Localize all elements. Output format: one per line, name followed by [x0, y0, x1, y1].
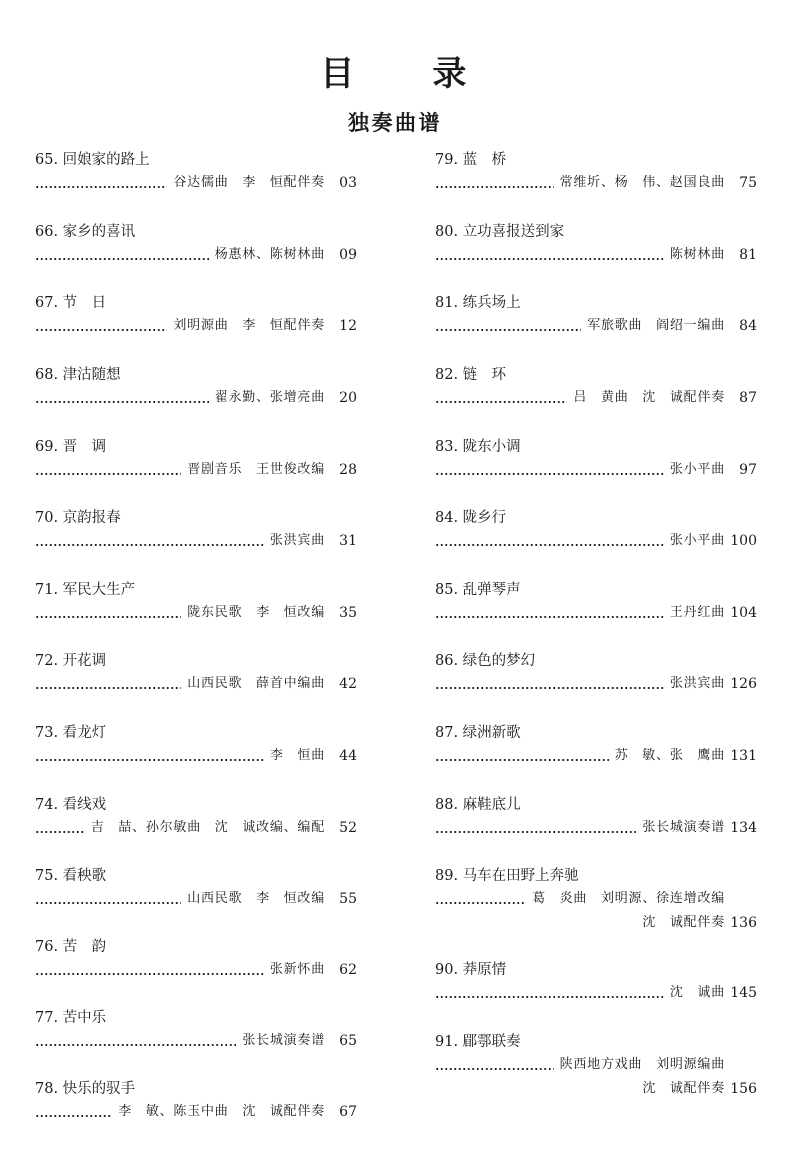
entry-title: 67. 节 日 — [35, 295, 107, 311]
toc-entry — [35, 580, 357, 624]
page-number: 81 — [739, 247, 757, 263]
entry-title: 85. 乱弹琴声 — [435, 582, 521, 598]
toc-entry — [35, 437, 357, 481]
dot-leader — [35, 530, 264, 552]
page-number: 84 — [739, 318, 757, 334]
entry-detail-line — [35, 172, 357, 194]
dot-leader — [435, 817, 636, 839]
page-number: 97 — [739, 462, 757, 478]
dot-leader — [35, 959, 264, 981]
entry-detail-line — [35, 530, 357, 552]
entry-title: 84. 陇乡行 — [435, 510, 507, 526]
entry-detail-line — [435, 982, 757, 1004]
page-number: 20 — [339, 390, 357, 406]
page-number: 52 — [339, 820, 357, 836]
page-number: 42 — [339, 676, 357, 692]
page-number: 134 — [730, 820, 757, 836]
toc-entry — [35, 651, 357, 695]
entry-credit: 吕 黄曲 沈 诚配伴奏 — [573, 390, 725, 405]
entry-credit: 军旅歌曲 阎绍一编曲 — [587, 318, 725, 333]
entry-title: 83. 陇东小调 — [435, 439, 521, 455]
page-number: 65 — [339, 1033, 357, 1049]
entry-title: 91. 郿鄠联奏 — [435, 1034, 521, 1050]
entry-detail-line-2 — [435, 1078, 757, 1100]
dot-leader — [35, 602, 181, 624]
entry-credit: 张新怀曲 — [269, 962, 325, 977]
toc-entry — [35, 365, 357, 409]
dot-leader — [435, 459, 664, 481]
dot-leader — [435, 172, 554, 194]
toc-entry — [435, 508, 757, 552]
entry-credit: 谷达儒曲 李 恒配伴奏 — [173, 175, 325, 190]
entry-credit: 晋剧音乐 王世俊改编 — [187, 462, 325, 477]
page-number: 55 — [339, 891, 357, 907]
entry-detail-line — [435, 459, 757, 481]
page-number: 136 — [730, 915, 757, 931]
entry-title: 69. 晋 调 — [35, 439, 107, 455]
entry-detail-line — [35, 1101, 357, 1123]
entry-credit: 陕西地方戏曲 刘明源编曲 — [559, 1057, 725, 1072]
page-number: 67 — [339, 1104, 357, 1120]
entry-credit: 张小平曲 — [669, 533, 725, 548]
entry-detail-line — [435, 1054, 757, 1076]
entry-detail-line — [435, 817, 757, 839]
dot-leader — [435, 387, 567, 409]
dot-leader — [435, 244, 664, 266]
toc-entry — [35, 866, 357, 910]
dot-leader — [435, 982, 664, 1004]
entry-title: 66. 家乡的喜讯 — [35, 224, 136, 240]
entry-detail-line — [35, 959, 357, 981]
toc-entry — [435, 580, 757, 624]
toc-entry — [35, 150, 357, 194]
entry-credit: 常维圻、杨 伟、赵国良曲 — [559, 175, 725, 190]
entry-detail-line — [435, 244, 757, 266]
toc-entry — [435, 1032, 757, 1100]
dot-leader — [35, 1030, 236, 1052]
page-title: 目 录 — [320, 54, 470, 94]
entry-credit-2: 沈 诚配伴奏 — [642, 1081, 725, 1096]
toc-entry — [35, 222, 357, 266]
toc-entry — [35, 1008, 357, 1052]
page-number: 35 — [339, 605, 357, 621]
entry-title: 81. 练兵场上 — [435, 295, 521, 311]
entry-title: 76. 苦 韵 — [35, 939, 107, 955]
entry-title: 87. 绿洲新歌 — [435, 725, 521, 741]
entry-detail-line — [35, 459, 357, 481]
entry-detail-line — [435, 888, 757, 910]
entry-credit: 王丹红曲 — [669, 605, 725, 620]
toc-entry — [435, 437, 757, 481]
toc-entry — [35, 937, 357, 981]
dot-leader — [35, 1101, 112, 1123]
entry-title: 75. 看秧歌 — [35, 868, 107, 884]
toc-entry — [35, 1079, 357, 1123]
entry-detail-line — [435, 602, 757, 624]
entry-credit: 苏 敏、张 鹰曲 — [614, 748, 725, 763]
entry-detail-line — [35, 1030, 357, 1052]
entry-detail-line — [435, 745, 757, 767]
entry-credit: 张长城演奏谱 — [242, 1033, 325, 1048]
toc-entry — [435, 222, 757, 266]
entry-detail-line — [435, 387, 757, 409]
entry-detail-line — [35, 244, 357, 266]
toc-entry — [35, 723, 357, 767]
dot-leader — [435, 530, 664, 552]
dot-leader — [35, 244, 209, 266]
toc-entry — [435, 866, 757, 934]
entry-title: 82. 链 环 — [435, 367, 507, 383]
entry-title: 71. 军民大生产 — [35, 582, 136, 598]
page-number: 12 — [339, 318, 357, 334]
page-number: 104 — [730, 605, 757, 621]
dot-leader — [35, 673, 181, 695]
dot-leader — [35, 387, 209, 409]
entry-title: 74. 看线戏 — [35, 797, 107, 813]
entry-title: 65. 回娘家的路上 — [35, 152, 150, 168]
toc-entry — [435, 293, 757, 337]
toc-entry — [435, 365, 757, 409]
entry-title: 86. 绿色的梦幻 — [435, 653, 536, 669]
page-number: 145 — [730, 985, 757, 1001]
entry-credit: 陈树林曲 — [669, 247, 725, 262]
entry-credit: 山西民歌 薛首中编曲 — [187, 676, 325, 691]
toc-entry — [35, 293, 357, 337]
entry-title: 72. 开花调 — [35, 653, 107, 669]
entry-credit: 张洪宾曲 — [669, 676, 725, 691]
entry-detail-line — [435, 172, 757, 194]
dot-leader — [35, 817, 85, 839]
section-subtitle: 独奏曲谱 — [347, 111, 443, 135]
entry-detail-line — [435, 530, 757, 552]
entry-title: 78. 快乐的驭手 — [35, 1081, 136, 1097]
toc-entry — [35, 508, 357, 552]
entry-detail-line — [35, 387, 357, 409]
page-number: 03 — [339, 175, 357, 191]
dot-leader — [435, 673, 664, 695]
entry-credit: 李 敏、陈玉中曲 沈 诚配伴奏 — [118, 1104, 325, 1119]
entry-credit-2: 沈 诚配伴奏 — [642, 915, 725, 930]
dot-leader — [35, 172, 167, 194]
entry-detail-line — [35, 673, 357, 695]
dot-leader — [35, 315, 167, 337]
dot-leader — [435, 1054, 554, 1076]
entry-credit: 张洪宾曲 — [269, 533, 325, 548]
page-number: 156 — [730, 1081, 757, 1097]
entry-credit: 刘明源曲 李 恒配伴奏 — [173, 318, 325, 333]
entry-credit: 李 恒曲 — [269, 748, 325, 763]
dot-leader — [35, 459, 181, 481]
entry-title: 89. 马车在田野上奔驰 — [435, 868, 579, 884]
dot-leader — [35, 888, 181, 910]
page-number: 87 — [739, 390, 757, 406]
entry-title: 79. 蓝 桥 — [435, 152, 507, 168]
dot-leader — [435, 888, 526, 910]
entry-credit: 翟永勤、张增亮曲 — [214, 390, 325, 405]
entry-title: 70. 京韵报春 — [35, 510, 121, 526]
entry-detail-line — [435, 673, 757, 695]
entry-credit: 陇东民歌 李 恒改编 — [187, 605, 325, 620]
toc-entry — [435, 795, 757, 839]
entry-credit: 杨惠林、陈树林曲 — [214, 247, 325, 262]
page-number: 131 — [730, 748, 757, 764]
entry-title: 77. 苦中乐 — [35, 1010, 107, 1026]
entry-credit: 葛 炎曲 刘明源、徐连增改编 — [532, 891, 725, 906]
page-number: 62 — [339, 962, 357, 978]
dot-leader — [435, 745, 609, 767]
toc-entry — [435, 150, 757, 194]
entry-title: 73. 看龙灯 — [35, 725, 107, 741]
entry-title: 90. 莽原情 — [435, 962, 507, 978]
page-number: 75 — [739, 175, 757, 191]
toc-entry — [435, 723, 757, 767]
page-number: 31 — [339, 533, 357, 549]
entry-credit: 张小平曲 — [669, 462, 725, 477]
dot-leader — [35, 745, 264, 767]
entry-credit: 沈 诚曲 — [669, 985, 725, 1000]
page-number: 09 — [339, 247, 357, 263]
dot-leader — [435, 315, 581, 337]
entry-credit: 张长城演奏谱 — [642, 820, 725, 835]
page-number: 44 — [339, 748, 357, 764]
entry-detail-line — [35, 602, 357, 624]
entry-title: 88. 麻鞋底儿 — [435, 797, 521, 813]
page-number: 100 — [730, 533, 757, 549]
entry-detail-line-2 — [435, 912, 757, 934]
entry-title: 80. 立功喜报送到家 — [435, 224, 565, 240]
toc-entry — [435, 651, 757, 695]
entry-title: 68. 津沽随想 — [35, 367, 121, 383]
entry-credit: 吉 喆、孙尔敏曲 沈 诚改编、编配 — [90, 820, 325, 835]
entry-detail-line — [35, 745, 357, 767]
entry-credit: 山西民歌 李 恒改编 — [187, 891, 325, 906]
dot-leader — [435, 602, 664, 624]
entry-detail-line — [35, 315, 357, 337]
entry-detail-line — [435, 315, 757, 337]
entry-detail-line — [35, 888, 357, 910]
entry-detail-line — [35, 817, 357, 839]
page-number: 126 — [730, 676, 757, 692]
toc-entry — [35, 795, 357, 839]
page-number: 28 — [339, 462, 357, 478]
toc-entry — [435, 960, 757, 1004]
